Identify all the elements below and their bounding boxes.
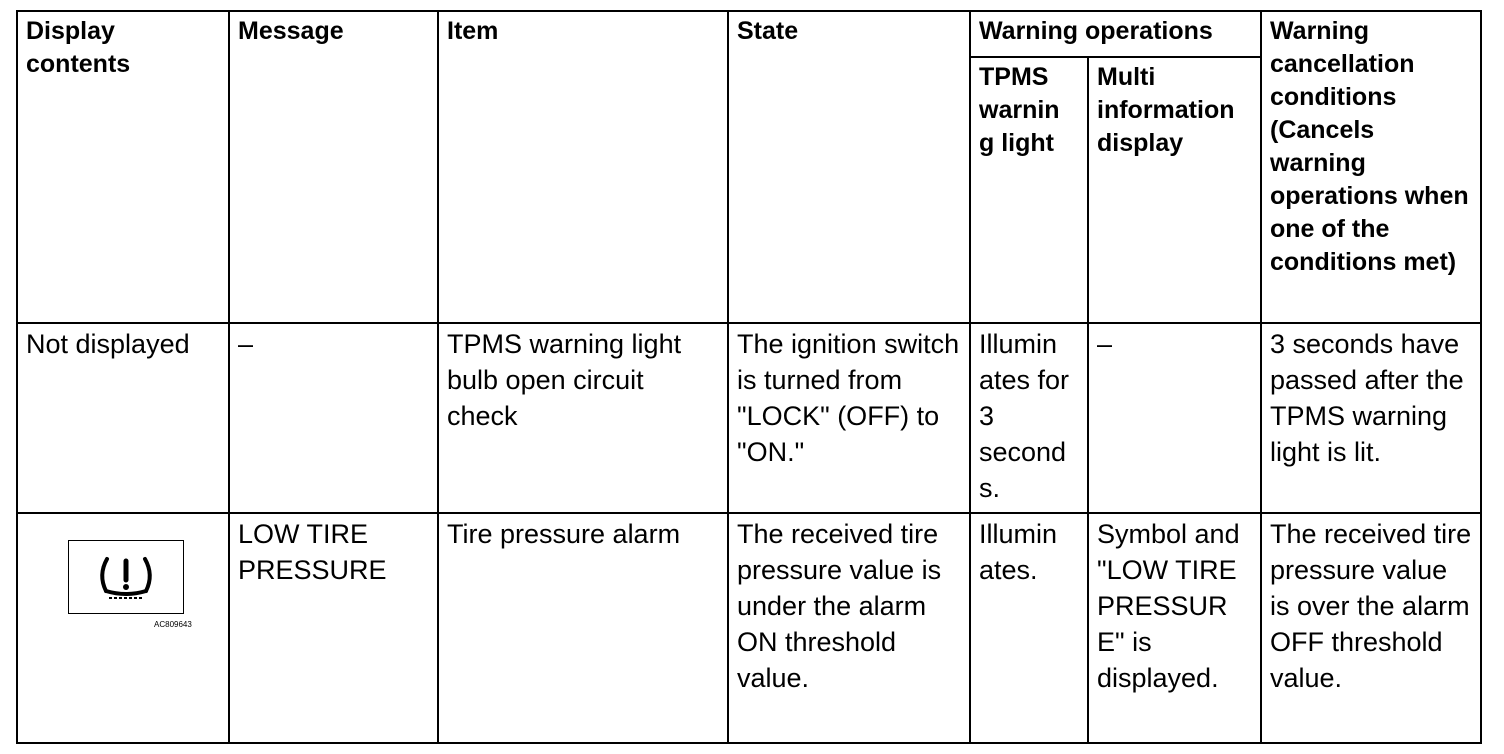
header-display-contents: Display contents: [17, 11, 229, 323]
header-warning-operations: Warning operations: [970, 11, 1261, 57]
header-state: State: [728, 11, 970, 323]
cell-message: –: [229, 323, 438, 513]
cell-multi-information-display: Symbol and "LOW TIRE PRESSUR E" is displayed.: [1088, 513, 1261, 743]
table-row: [17, 513, 1481, 743]
tpms-warning-icon: [68, 540, 184, 614]
cell-display-contents: [17, 513, 229, 743]
cell-cancellation-conditions: 3 seconds have passed after the TPMS warning light is lit.: [1261, 323, 1481, 513]
cell-item: TPMS warning light bulb open circuit check: [438, 323, 728, 513]
cell-item: Tire pressure alarm: [438, 513, 728, 743]
cell-tpms-warning-light: Illumin ates for 3 second s.: [970, 323, 1088, 513]
cell-tpms-warning-light: Illumin ates.: [970, 513, 1088, 743]
header-tpms-warning-light: TPMS warnin g light: [970, 57, 1088, 323]
cell-state: The received tire pressure value is under the alarm ON threshold value.: [728, 513, 970, 743]
tpms-warning-table: [16, 10, 1482, 744]
table-row: [17, 323, 1481, 513]
cell-state: The ignition switch is turned from "LOCK" (OFF) to "ON.": [728, 323, 970, 513]
image-code: AC809643: [154, 620, 192, 629]
cell-cancellation-conditions: The received tire pressure value is over the alarm OFF threshold value.: [1261, 513, 1481, 743]
header-cancellation-conditions: Warning cancellation conditions (Cancels warning operations when one of the conditions met): [1261, 11, 1481, 323]
header-row: [17, 11, 1481, 57]
header-message: Message: [229, 11, 438, 323]
header-item: Item: [438, 11, 728, 323]
cell-message: LOW TIRE PRESSURE: [229, 513, 438, 743]
cell-display-contents: Not displayed: [17, 323, 229, 513]
cell-multi-information-display: –: [1088, 323, 1261, 513]
header-multi-information-display: Multi information display: [1088, 57, 1261, 323]
